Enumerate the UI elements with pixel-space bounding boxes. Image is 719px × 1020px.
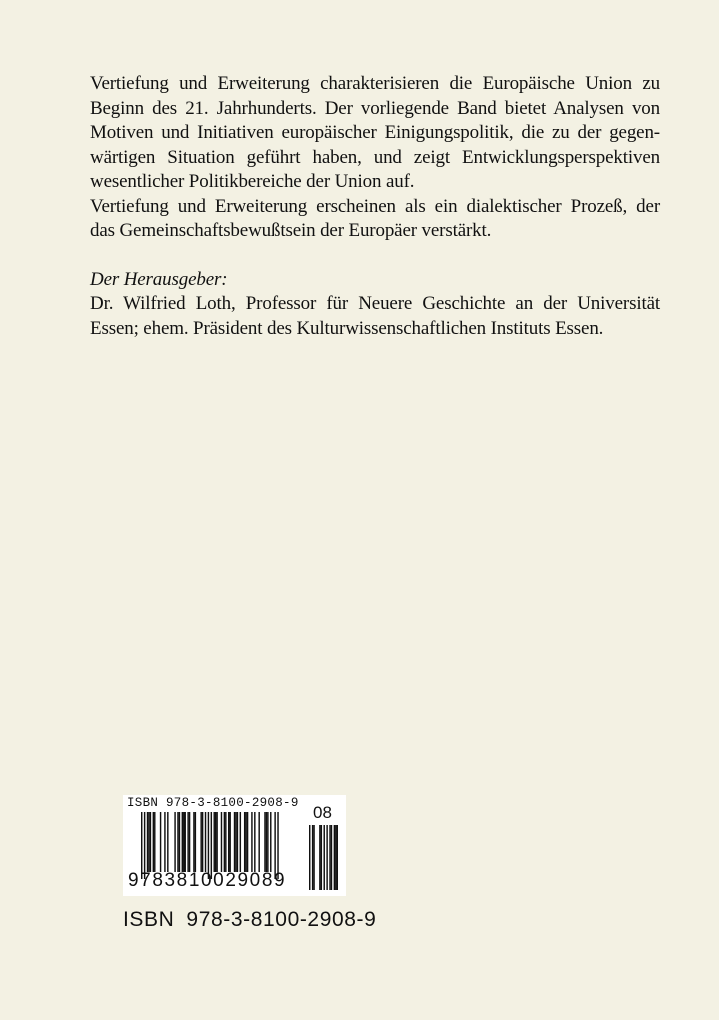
barcode-addon-bar xyxy=(319,825,320,890)
blurb-line: Beginn des 21. Jahrhunderts. Der vorliegende Band bietet Analysen von xyxy=(90,97,660,119)
barcode-bar xyxy=(193,812,194,872)
barcode-bar xyxy=(266,812,267,872)
barcode-bar xyxy=(229,812,230,872)
barcode-bar xyxy=(150,812,151,872)
barcode-bar xyxy=(148,812,149,872)
barcode-bar xyxy=(177,812,178,872)
barcode-bar xyxy=(182,812,183,872)
barcode-bar xyxy=(254,812,255,872)
barcode-bar xyxy=(189,812,190,872)
barcode-bar xyxy=(160,812,161,872)
barcode-bar xyxy=(277,812,278,879)
barcode-addon-bar xyxy=(337,825,338,890)
barcode-bar xyxy=(264,812,265,872)
barcode-addon-bar xyxy=(324,825,325,890)
barcode-bar xyxy=(214,812,215,872)
barcode-bar xyxy=(153,812,154,872)
barcode-bar xyxy=(258,812,259,872)
barcode-bar xyxy=(147,812,148,872)
blurb-line: Vertiefung und Erweiterung charakterisieren die Europäische Union zu xyxy=(90,73,660,94)
barcode-addon-digits: 08 xyxy=(313,803,332,822)
isbn xyxy=(123,908,376,932)
barcode-bar xyxy=(202,812,203,872)
barcode-bar xyxy=(185,812,186,872)
barcode-addon-bar xyxy=(326,825,327,890)
editor-line: Essen; ehem. Präsident des Kulturwissenschaftlichen Instituts Essen. xyxy=(90,317,604,339)
barcode-bar xyxy=(179,812,180,872)
barcode-bar xyxy=(216,812,217,872)
barcode-bar xyxy=(225,812,226,872)
barcode-bar xyxy=(221,812,222,872)
blurb-line: das Gemeinschaftsbewußtsein der Europäer verstärkt. xyxy=(90,220,492,241)
editor-heading: Der Herausgeber: xyxy=(90,268,228,290)
barcode-bar xyxy=(215,812,216,872)
barcode-bar xyxy=(208,812,209,879)
barcode-bar xyxy=(274,812,275,879)
blurb-line: wärtigen Situation geführt haben, und zeigt Entwicklungsperspektiven xyxy=(90,146,660,168)
barcode-bar xyxy=(144,812,145,879)
barcode-bar xyxy=(167,812,168,872)
barcode-bar xyxy=(270,812,271,872)
blurb-line: Vertiefung und Erweiterung erscheinen als ein dialektischer Prozeß, der xyxy=(90,195,660,217)
barcode xyxy=(123,795,346,896)
barcode-bar xyxy=(244,812,245,872)
barcode-bar xyxy=(205,812,206,872)
isbn-prefix: ISBN xyxy=(123,908,175,931)
barcode-bar xyxy=(235,812,236,872)
barcode-bar xyxy=(224,812,225,872)
barcode-bar xyxy=(183,812,184,872)
barcode-bar xyxy=(234,812,235,872)
barcode-bar xyxy=(240,812,241,872)
barcode-addon-bar xyxy=(312,825,313,890)
barcode-addon-bar xyxy=(329,825,330,890)
barcode-bar xyxy=(174,812,175,872)
barcode-bar xyxy=(164,812,165,872)
barcode-addon-bar xyxy=(321,825,322,890)
blurb-line: wesentlicher Politikbereiche der Union auf. xyxy=(90,171,415,192)
barcode-isbn-label: ISBN 978-3-8100-2908-9 xyxy=(127,796,299,810)
cover-blurb xyxy=(90,72,660,341)
barcode-addon-bar xyxy=(309,825,310,890)
barcode-bar xyxy=(211,812,212,879)
barcode-addon-bar xyxy=(313,825,314,890)
barcode-bar xyxy=(195,812,196,872)
barcode-bar xyxy=(245,812,246,872)
editor-line: Dr. Wilfried Loth, Professor für Neuere Geschichte an der Universität xyxy=(90,293,660,314)
barcode-bar xyxy=(154,812,155,872)
barcode-ean-digits: 9783810029089 xyxy=(128,870,287,891)
barcode-bar xyxy=(237,812,238,872)
barcode-bar xyxy=(247,812,248,872)
isbn-number: 978-3-8100-2908-9 xyxy=(186,908,377,931)
barcode-bar xyxy=(187,812,188,872)
barcode-bar xyxy=(267,812,268,872)
barcode-addon-bar xyxy=(334,825,335,890)
barcode-bar xyxy=(251,812,252,872)
barcode-bar xyxy=(228,812,229,872)
blurb-line: Motiven und Initiativen europäischer Einigungspolitik, die zu der gegen- xyxy=(90,122,660,143)
barcode-addon-bar xyxy=(335,825,336,890)
barcode-bar xyxy=(200,812,201,872)
barcode-bar xyxy=(141,812,142,879)
barcode-addon-bar xyxy=(331,825,332,890)
